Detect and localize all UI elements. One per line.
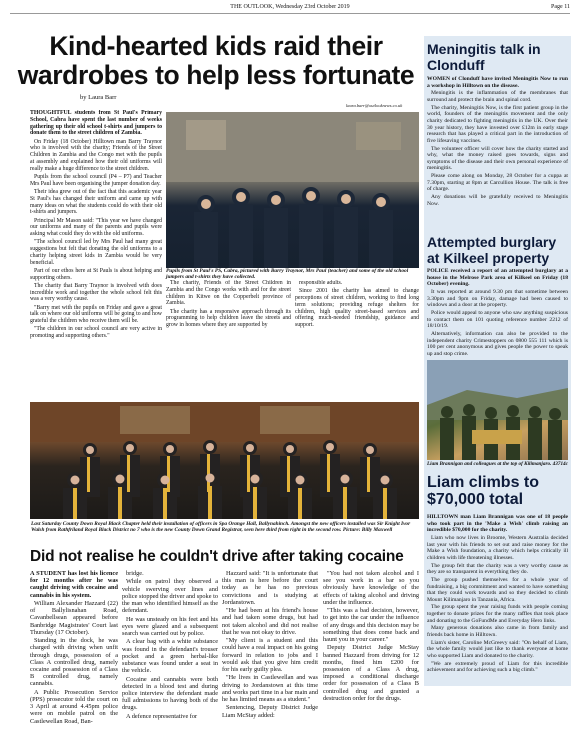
kids-photo-caption: Pupils from St Paul's PS, Cabra, pictured with Barry Traynor, Mrs Paul (teacher) and some of the old school jumpers and t-shirts they have collected. [166, 268, 409, 281]
paragraph: The charity, Friends of the Street Children in Zambia and the Congo works with and for the street children in Kitwe on the Copperbelt province of Zambia. [166, 280, 291, 307]
liam-photo [427, 360, 568, 460]
liam-story [427, 514, 568, 684]
paragraph: THOUGHTFUL students from St Paul's Primary School, Cabra have spent the last number of weeks gathering up their old school t-shirts and jumpers to donate them to the street children of Zambia. [30, 110, 162, 137]
byline: by Laura Barr [80, 94, 117, 101]
main-story-column-2 [166, 280, 291, 392]
meningitis-story [427, 76, 568, 234]
paragraph: Standing in the dock, he was charged with driving when unfit through drugs, possession of a Class A controlled drug, namely cocaine and possession of a Class B controlled drug, namely cannabis. [30, 637, 118, 688]
cocaine-story-column-4 [323, 570, 419, 730]
page-header [10, 2, 570, 14]
paragraph: Police would appeal to anyone who saw anything suspicious to contact them on 101 quoting reference number 2212 of 18/10/19. [427, 309, 568, 330]
paragraph: Liam's sister, Caroline McGreevy said: "On behalf of Liam, the whole family would just like to thank everyone at home who supported Liam and donated to the charity. [427, 639, 568, 659]
paragraph: Alternatively, information can also be provided to the independent charity Crimestoppers on 0800 555 111 which is 100 per cent anonymous and gives people the power to speak up and stop crime. [427, 330, 568, 357]
paragraph: The group spent the year raising funds with people coming together to donate prizes for the many raffles that took place and donating to the GoFundMe and Everyday Hero links. [427, 604, 568, 624]
paragraph: Any donations will be gratefully received to Meningitis Now. [427, 194, 568, 207]
cocaine-story-column-3 [222, 570, 318, 730]
cocaine-story-column-2 [122, 570, 218, 730]
paragraph: WOMEN of Clonduff have invited Meningitis Now to run a workshop in Hilltown on the disease. [427, 76, 568, 89]
paragraph: It was reported at around 9.30 pm that sometime between 3.30pm and 9pm on Friday, damage had been caused to windows and a door at the property. [427, 288, 568, 309]
paragraph: Their idea grew out of the fact that this academic year St Paul's has changed their uniform and came up with many ideas on what the students could do with their old t-shirts and jumpers. [30, 188, 162, 216]
lodge-photo-caption: Last Saturday County Down Royal Black Chapter held their installation of officers in Spa Orange Hall, Ballynahinch. Amongst the new officers installed was Sir Knight Ivor Walsh from Rathfriland Royal Black District no 7 who is the new County Down Grand Registrar, seen here third from right in the second row. Picture: Billy Maxwell [31, 521, 411, 534]
burglary-headline: Attempted burglary at Kilkeel property [427, 234, 557, 266]
paragraph: Liam who now lives in Broome, Western Australia decided last year with his friends to set out and raise money for the Make a Wish foundation, a charity which helps critically ill children with life threatening illnesses. [427, 534, 568, 561]
paragraph: Deputy District Judge McStay banned Hazzard from driving for 12 months, fined him £200 for possession of a Class A drug, imposed a conditional discharge order for possession of a Class B controlled drug and granted a destruction order for the drugs. [323, 644, 419, 702]
author-email: laura.barr@outlooknews.co.uk [346, 103, 403, 108]
liam-photo-caption: Liam Brannigan and colleagues at the top of Kilimanjaro. 43714c [427, 461, 568, 467]
paragraph: "My client is a student and this could have a real impact on his going forward in relation to jobs and I would ask that you give him credit for his early guilty plea. [222, 637, 318, 674]
paragraph: The charity, Meningitis Now, is the first patient group in the world, founders of the meningitis movement and the only charity dedicated to fighting meningitis in the UK. Over their 30 year history, they have invested over £12m in early stage research that has played a critical part in the introduction of five lifesaving vaccines. [427, 104, 568, 144]
paragraph: The charity that Barry Traynor is involved with does incredible work and together the whole school felt this was a very worthy cause. [30, 282, 162, 303]
kids-photo [166, 112, 419, 268]
paragraph: William Alexander Hazzard (22) of Ballylisnahan Road, Cavanbellsean appeared before Banbridge Magistrates' Court last Thursday (17 October). [30, 600, 118, 636]
paragraph: "He lives in Castlewellan and was driving to Jordanstown at this time and works part time in a bar main and he has limited means as a student." [222, 674, 318, 704]
paragraph: While on patrol they observed a vehicle swerving over lines and police stopped the driver and spoke to the man who identified himself as the defendant. [122, 578, 218, 615]
cocaine-story-column-1 [30, 570, 118, 730]
paragraph: A defence representative for [126, 712, 198, 720]
mountain-photo-icon [427, 360, 568, 460]
paragraph: bridge. [126, 570, 144, 577]
paragraph: A clear bag with a white substance was found in the defendant's trouser pocket and a green herbal-like substance was found under a seat in the vehicle. [122, 638, 218, 675]
paragraph: The volunteer officer will cover how the charity started and why, what the money raised goes towards, signs and symptoms of the disease and their own personal experience of meningitis. [427, 145, 568, 172]
paragraph: Since 2001 the charity has aimed to change perceptions of street children, working to find long term solutions; providing refuge shelters for children, high quality street-based services and offering much-needed friendship, guidance and support. [295, 288, 419, 329]
paragraph: A STUDENT has lost his licence for 12 months after he was caught driving with cocaine and cannabis in his system. [30, 570, 118, 599]
paragraph: Pupils from the school council (P4 – P7) and Teacher Mrs Paul have been organising the jumper donation day. [30, 173, 162, 187]
cocaine-headline: Did not realise he couldn't drive after taking cocaine [30, 548, 404, 565]
paragraph: Meningitis is the inflammation of the membranes that surround and protect the brain and spinal cord. [427, 90, 568, 103]
paragraph: "He had been at his friend's house and had taken some drugs, but had not taken alcohol and did not realise that he was not okay to drive. [222, 607, 318, 636]
paragraph: responsible adults. [299, 280, 343, 286]
group-photo-icon [30, 402, 419, 519]
paragraph: Part of our ethos here at St Pauls is about helping and supporting others. [30, 267, 162, 281]
paragraph: "Barry met with the pupils on Friday and gave a great talk on where our old uniforms will be going to and how grateful the children who receive them will be. [30, 304, 162, 325]
paragraph: Many generous donations also came in from family and friends back home in Hilltown. [427, 625, 568, 639]
group-photo-icon [166, 112, 419, 268]
paragraph: "The school council led by Mrs Paul had many great suggestions but felt that donating the old uniforms to a charity helping street kids in Zambia would be very beneficial. [30, 239, 162, 266]
paragraph: "The children in our school council are very active in promoting and supporting others." [30, 326, 162, 340]
paragraph: The group felt that the charity was a very worthy cause as they are so transparent in everything they do. [427, 562, 568, 576]
paragraph: The group pushed themselves for a whole year of fundraising, a big commitment and wanted to have something that they could work towards and so they decided to climb Mount Kilimanjaro in Tanzania, Africa. [427, 576, 568, 603]
paragraph: Sentencing, Deputy District Judge Liam McStay added: [222, 704, 318, 719]
paragraph: "This was a bad decision, however, to get into the car under the influence of any drugs and this decision may be something that does come back and haunt you in your career." [323, 607, 419, 644]
paragraph: Please come along on Monday, 28 October for a cuppa at 7.30pm, starting at 8pm at Carcullion House. The talk is free of charge. [427, 173, 568, 193]
paragraph: POLICE received a report of an attempted burglary at a house in the Melrose Park area of Kilkeel on Friday (18 October) evening. [427, 268, 568, 288]
liam-headline: Liam climbs to $70,000 total [427, 474, 540, 508]
paragraph: The charity has a responsive approach through its programming to help children leave the streets and grow in homes where they are supported by [166, 308, 291, 329]
paper-title: THE OUTLOOK, Wednesday 23rd October 2019 [230, 4, 350, 10]
paragraph: On Friday (18 October) Hilltown man Barry Traynor who is involved with the charity; Friends of the Street Children in Zambia and the Congo met with the pupils at assembly and explained how their old uniforms will really make a huge difference to the street children. [30, 138, 162, 172]
main-headline: Kind-hearted kids raid their wardrobes to help less fortunate [17, 31, 415, 90]
burglary-story [427, 268, 568, 358]
paragraph: HILLTOWN man Liam Brannigan was one of 18 people who took part in the 'Make a Wish' climb raising an incredible $70,000 for the charity. [427, 514, 568, 534]
paragraph: Hazzard said: "It is unfortunate that this man is here before the court today as he has no previous convictions and is studying at Jordanstown. [222, 570, 318, 606]
main-story-column-1 [30, 110, 162, 390]
meningitis-headline: Meningitis talk in Clonduff [427, 41, 541, 73]
paragraph: He was unsteady on his feet and his eyes were glazed and a subsequent search was carried out by police. [122, 615, 218, 637]
paragraph: "You had not taken alcohol and I see you work in a bar so you obviously have knowledge of the effects of taking alcohol and driving under the influence. [323, 570, 419, 606]
paragraph: A Public Prosecution Service (PPS) prosecutor told the court on 3 April at around 4.45pm police were on mobile patrol on the Castlewellan Road, Ban- [30, 688, 118, 725]
paragraph: "We are extremely proud of Liam for this incredible achievement and for achieving such a big climb." [427, 660, 568, 674]
main-story-column-3 [295, 280, 419, 392]
page-number: Page 11 [551, 4, 570, 10]
lodge-photo [30, 402, 419, 519]
paragraph: Cocaine and cannabis were both detected in a blood test and during police interview the defendant made full admissions to having both of the drugs. [122, 675, 218, 712]
paragraph: Principal Mr Mason said: "This year we have changed our uniforms and many of the parents and pupils were asking what could they do with the old uniforms. [30, 217, 162, 238]
